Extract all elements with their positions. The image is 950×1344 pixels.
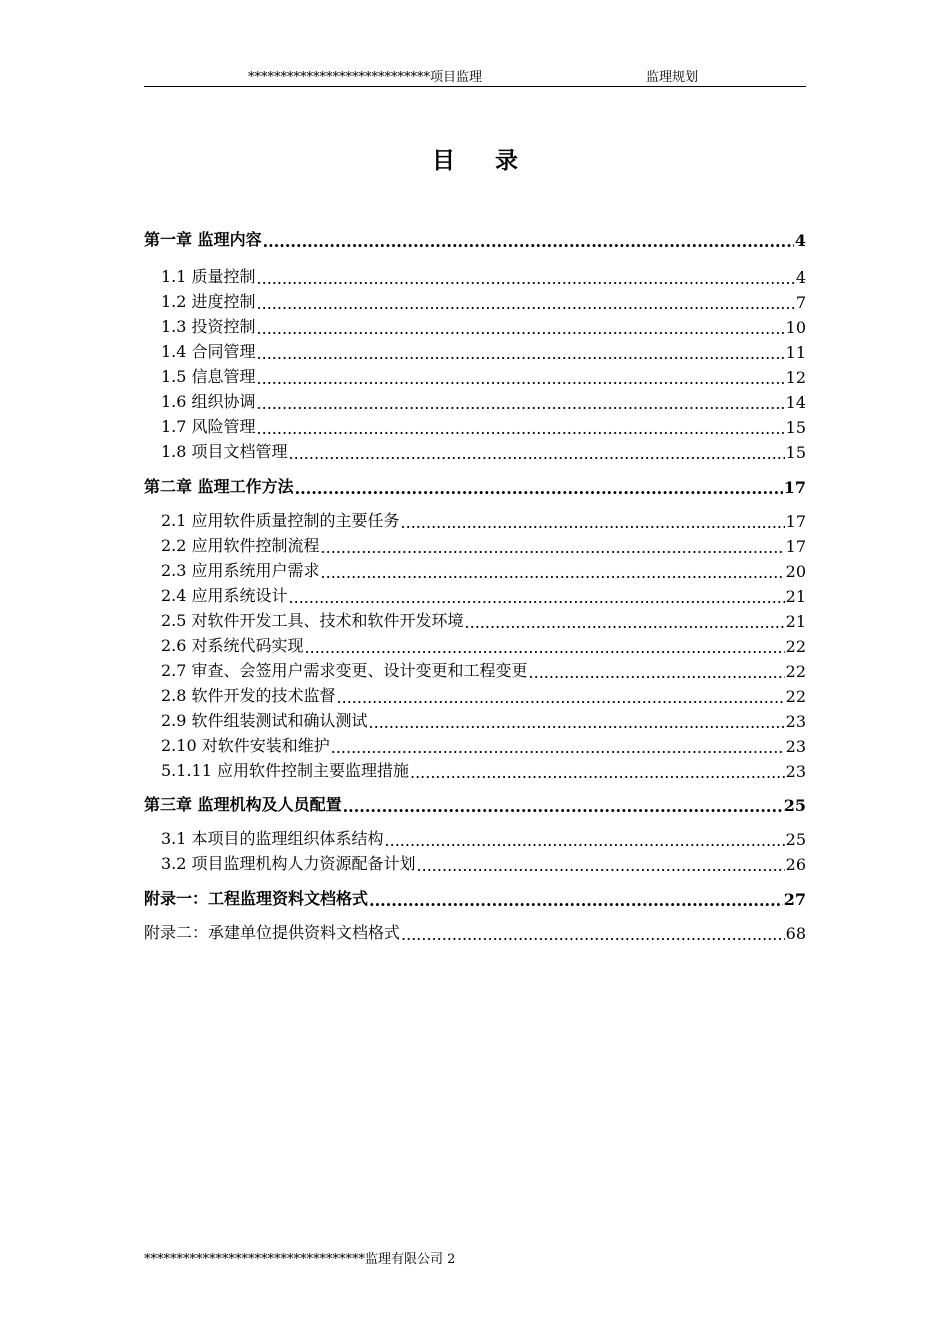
toc-dot-leader [465, 615, 785, 631]
toc-entry-title: 2.8 软件开发的技术监督 [161, 686, 336, 705]
toc-entry-title: 2.2 应用软件控制流程 [161, 536, 320, 555]
toc-entry[interactable] [144, 607, 806, 631]
toc-entry[interactable] [144, 313, 806, 337]
toc-dot-leader [305, 640, 785, 656]
toc-dot-leader [295, 481, 783, 497]
toc-entry[interactable] [144, 791, 806, 815]
toc-entry-title: 1.2 进度控制 [161, 292, 256, 311]
toc-entry-title: 5.1.11 应用软件控制主要监理措施 [161, 761, 409, 780]
toc-entry[interactable] [144, 532, 806, 556]
toc-entry-page: 10 [785, 318, 806, 337]
toc-entry-title: 3.2 项目监理机构人力资源配备计划 [161, 854, 416, 873]
header-document-type: 监理规划 [646, 70, 699, 85]
toc-entry-page: 17 [785, 512, 806, 531]
toc-entry-page: 4 [795, 268, 806, 287]
toc-dot-leader [410, 765, 785, 781]
toc-dot-leader [401, 927, 785, 943]
toc-entry-title: 1.4 合同管理 [161, 342, 256, 361]
toc-entry-page: 14 [785, 393, 806, 412]
toc-dot-leader [257, 271, 795, 287]
toc-entry-page: 25 [783, 796, 806, 815]
toc-entry[interactable] [144, 657, 806, 681]
toc-dot-leader [257, 371, 785, 387]
page-footer: **********************************监理有限公司 2 [144, 1252, 456, 1267]
toc-entry[interactable] [144, 682, 806, 706]
toc-entry[interactable] [144, 919, 806, 943]
toc-entry-page: 7 [795, 293, 806, 312]
toc-dot-leader [337, 690, 785, 706]
toc-entry[interactable] [144, 632, 806, 656]
page-header [144, 66, 806, 87]
toc-entry[interactable] [144, 850, 806, 874]
header-project-title: ****************************项目监理 [248, 70, 483, 85]
toc-entry-page: 22 [785, 662, 806, 681]
toc-dot-leader [385, 833, 785, 849]
toc-dot-leader [289, 446, 785, 462]
toc-entry-title: 2.9 软件组装测试和确认测试 [161, 711, 368, 730]
toc-dot-leader [529, 665, 785, 681]
toc-entry-title: 2.1 应用软件质量控制的主要任务 [161, 511, 400, 530]
toc-dot-leader [289, 590, 785, 606]
toc-entry-title: 1.8 项目文档管理 [161, 442, 288, 461]
toc-entry-title: 2.4 应用系统设计 [161, 586, 288, 605]
toc-entry-page: 17 [785, 537, 806, 556]
toc-entry-page: 15 [785, 418, 806, 437]
toc-entry[interactable] [144, 732, 806, 756]
toc-entry-title: 2.7 审查、会签用户需求变更、设计变更和工程变更 [161, 661, 528, 680]
toc-entry-title: 附录二：承建单位提供资料文档格式 [144, 923, 401, 942]
toc-entry-title: 附录一：工程监理资料文档格式 [144, 889, 369, 908]
toc-entry-title: 1.5 信息管理 [161, 367, 256, 386]
toc-dot-leader [257, 346, 785, 362]
toc-entry-page: 27 [783, 890, 806, 909]
toc-title: 目 录 [431, 148, 534, 174]
toc-entry-title: 1.7 风险管理 [161, 417, 256, 436]
toc-dot-leader [263, 234, 794, 250]
toc-entry-page: 26 [785, 855, 806, 874]
toc-entry[interactable] [144, 757, 806, 781]
toc-entry-page: 21 [785, 587, 806, 606]
toc-entry-title: 1.6 组织协调 [161, 392, 256, 411]
toc-dot-leader [343, 799, 783, 815]
toc-entry-title: 第二章 监理工作方法 [144, 477, 294, 496]
toc-entry[interactable] [144, 388, 806, 412]
toc-entry-title: 3.1 本项目的监理组织体系结构 [161, 829, 384, 848]
toc-entry-title: 2.3 应用系统用户需求 [161, 561, 320, 580]
toc-dot-leader [257, 396, 785, 412]
toc-entry-title: 1.1 质量控制 [161, 267, 256, 286]
toc-entry-page: 23 [785, 737, 806, 756]
toc-entry-page: 25 [785, 830, 806, 849]
toc-dot-leader [417, 858, 785, 874]
toc-dot-leader [369, 715, 785, 731]
toc-entry-title: 1.3 投资控制 [161, 317, 256, 336]
toc-entry[interactable] [144, 288, 806, 312]
toc-entry[interactable] [144, 825, 806, 849]
toc-dot-leader [331, 740, 785, 756]
toc-entry-page: 68 [785, 924, 806, 943]
toc-dot-leader [321, 540, 785, 556]
toc-entry-title: 2.10 对软件安装和维护 [161, 736, 330, 755]
toc-entry-page: 15 [785, 443, 806, 462]
toc-entry-page: 17 [783, 478, 806, 497]
toc-dot-leader [369, 893, 783, 909]
toc-entry[interactable] [144, 413, 806, 437]
toc-entry[interactable] [144, 885, 806, 909]
toc-dot-leader [401, 515, 785, 531]
toc-dot-leader [321, 565, 785, 581]
toc-entry-page: 11 [785, 343, 806, 362]
toc-entry[interactable] [144, 226, 806, 250]
toc-entry-title: 第一章 监理内容 [144, 230, 262, 249]
toc-entry-page: 23 [785, 712, 806, 731]
toc-entry[interactable] [144, 582, 806, 606]
toc-dot-leader [257, 296, 795, 312]
toc-entry[interactable] [144, 507, 806, 531]
toc-entry-title: 第三章 监理机构及人员配置 [144, 795, 342, 814]
toc-entry[interactable] [144, 438, 806, 462]
toc-entry[interactable] [144, 363, 806, 387]
toc-dot-leader [257, 321, 785, 337]
toc-entry-page: 22 [785, 637, 806, 656]
toc-entry[interactable] [144, 707, 806, 731]
toc-entry-page: 21 [785, 612, 806, 631]
toc-entry-page: 23 [785, 762, 806, 781]
toc-entry-page: 22 [785, 687, 806, 706]
toc-entry-title: 2.6 对系统代码实现 [161, 636, 304, 655]
toc-entry[interactable] [144, 338, 806, 362]
toc-dot-leader [257, 421, 785, 437]
toc-entry[interactable] [144, 473, 806, 497]
toc-entry[interactable] [144, 557, 806, 581]
toc-entry-page: 4 [794, 231, 806, 250]
toc-entry-title: 2.5 对软件开发工具、技术和软件开发环境 [161, 611, 464, 630]
toc-entry-page: 12 [785, 368, 806, 387]
toc-entry-page: 20 [785, 562, 806, 581]
toc-entry[interactable] [144, 263, 806, 287]
